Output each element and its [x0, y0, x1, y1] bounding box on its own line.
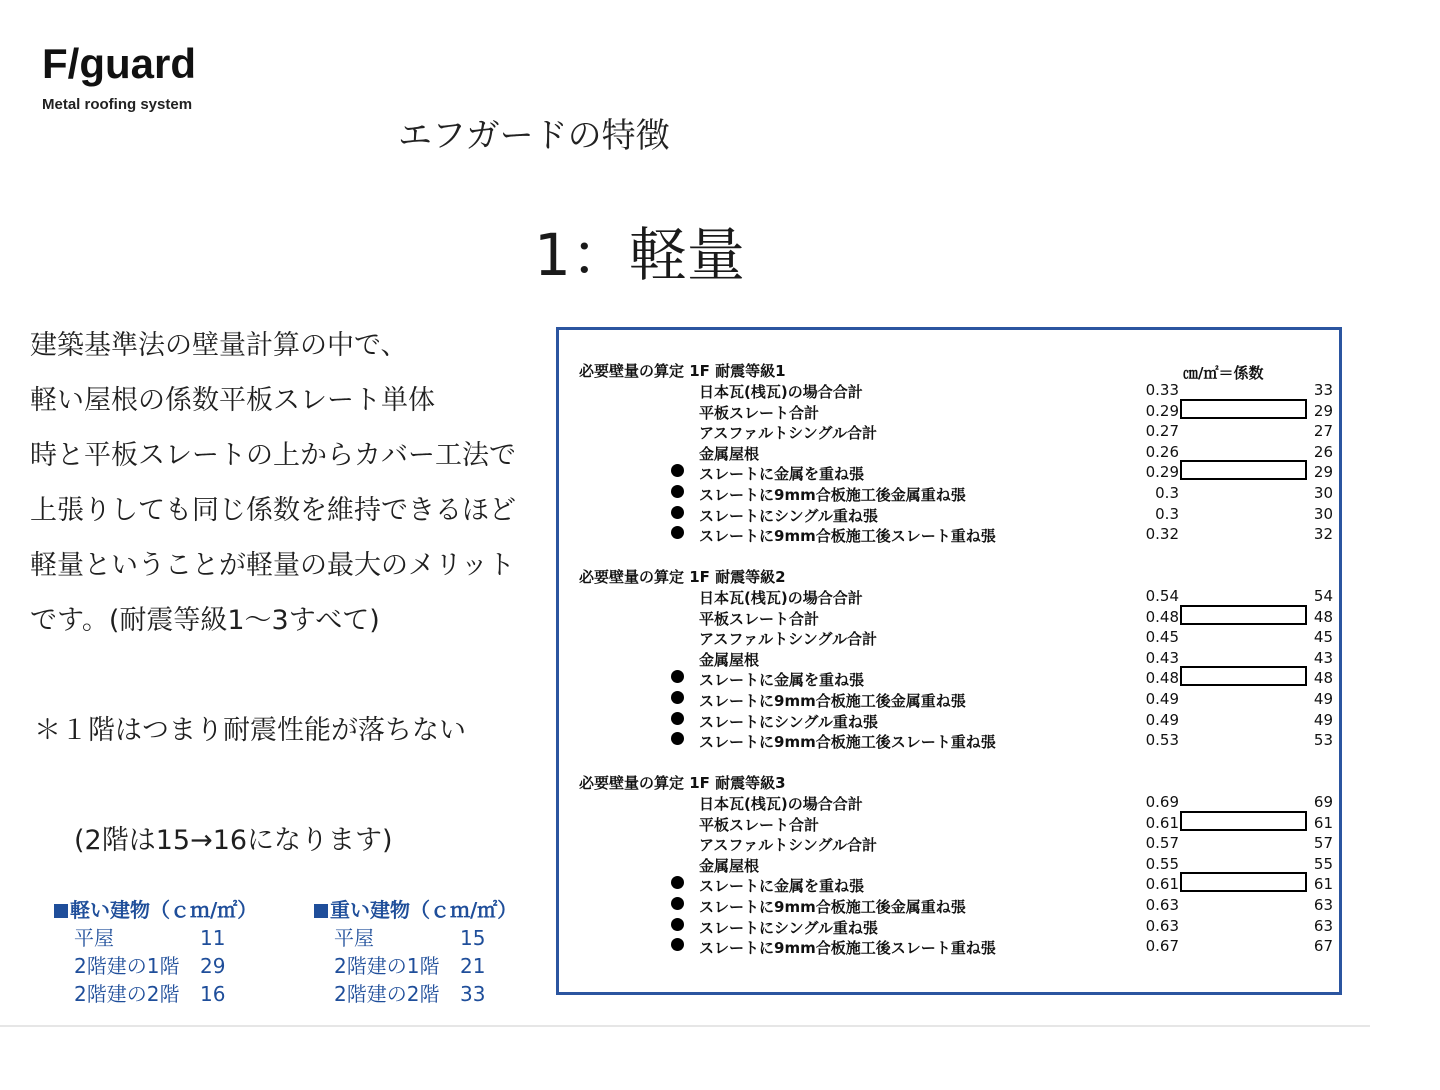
row-label: 平板スレート合計 — [699, 815, 820, 834]
footer-divider — [0, 1025, 1370, 1027]
bullet-icon — [671, 526, 684, 539]
row-value: 29 — [1313, 463, 1333, 482]
row-coefficient: 0.63 — [1145, 896, 1179, 914]
table-row — [559, 937, 1339, 957]
description-line: 時と平板スレートの上からカバー工法で — [30, 440, 516, 471]
row-label: 日本瓦(桟瓦)の場合合計 — [699, 589, 863, 607]
row-label: 金属屋根 — [699, 650, 760, 669]
heavy-building-title: 重い建物（ｃｍ/㎡） — [314, 896, 517, 924]
row-coefficient: 0.55 — [1145, 854, 1179, 873]
row-coefficient: 0.63 — [1145, 916, 1179, 935]
table-row — [559, 463, 1339, 483]
row-coefficient: 0.3 — [1155, 504, 1179, 523]
row-coefficient: 0.57 — [1145, 834, 1179, 853]
row-value: 53 — [1313, 731, 1333, 750]
row-value: 63 — [1313, 896, 1333, 914]
row-label: スレートに金属を重ね張 — [699, 671, 865, 690]
row-coefficient: 0.48 — [1145, 669, 1179, 688]
table-row — [559, 814, 1339, 834]
row-value: 63 — [1313, 916, 1333, 935]
table-row — [559, 525, 1339, 545]
wall-quantity-table — [556, 327, 1342, 995]
row-coefficient: 0.33 — [1145, 381, 1179, 399]
description-line: 軽量ということが軽量の最大のメリット — [30, 550, 515, 581]
list-item: 2階建の2階 33 — [334, 982, 486, 1006]
row-coefficient: 0.69 — [1145, 793, 1179, 811]
table-row — [559, 628, 1339, 648]
highlight-box — [1180, 460, 1307, 480]
row-label: アスファルトシングル合計 — [699, 630, 877, 649]
row-coefficient: 0.32 — [1145, 525, 1179, 544]
highlight-box — [1180, 811, 1307, 831]
square-bullet-icon — [314, 904, 328, 918]
bullet-icon — [671, 897, 684, 910]
row-value: 30 — [1313, 484, 1333, 502]
row-value: 33 — [1313, 381, 1333, 399]
row-coefficient: 0.67 — [1145, 937, 1179, 956]
row-label: スレートに9mm合板施工後金属重ね張 — [699, 898, 966, 916]
row-value: 55 — [1313, 854, 1333, 873]
bullet-icon — [671, 938, 684, 951]
page-subtitle: エフガードの特徴 — [398, 116, 670, 156]
row-value: 48 — [1313, 669, 1333, 688]
row-value: 49 — [1313, 710, 1333, 729]
row-label: スレートに金属を重ね張 — [699, 465, 865, 484]
list-item: 平屋 15 — [334, 926, 486, 950]
row-coefficient: 0.49 — [1145, 690, 1179, 708]
bullet-icon — [671, 876, 684, 889]
table-row — [559, 505, 1339, 525]
list-item: 2階建の2階 16 — [74, 982, 226, 1006]
table-row — [559, 484, 1339, 504]
row-value: 27 — [1313, 422, 1333, 441]
row-label: 平板スレート合計 — [699, 403, 820, 422]
table-row — [559, 875, 1339, 895]
table-row — [559, 731, 1339, 751]
row-value: 48 — [1313, 607, 1333, 626]
square-bullet-icon — [54, 904, 68, 918]
row-coefficient: 0.45 — [1145, 628, 1179, 647]
row-value: 54 — [1313, 587, 1333, 605]
row-value: 30 — [1313, 504, 1333, 523]
second-floor-note: (2階は15→16になります) — [74, 825, 393, 856]
row-label: 日本瓦(桟瓦)の場合合計 — [699, 795, 863, 813]
description-line: 建築基準法の壁量計算の中で、 — [30, 330, 408, 361]
row-label: スレートにシングル重ね張 — [699, 918, 878, 937]
table-row — [559, 896, 1339, 916]
seismic-note: ＊１階はつまり耐震性能が落ちない — [34, 715, 466, 746]
brand-logo: F/guard — [42, 40, 196, 87]
row-coefficient: 0.29 — [1145, 463, 1179, 482]
row-coefficient: 0.53 — [1145, 731, 1179, 750]
row-label: アスファルトシングル合計 — [699, 836, 877, 855]
light-building-title: 軽い建物（ｃｍ/㎡） — [54, 896, 257, 924]
bullet-icon — [671, 691, 684, 704]
row-coefficient: 0.49 — [1145, 710, 1179, 729]
row-coefficient: 0.29 — [1145, 401, 1179, 420]
row-label: 平板スレート合計 — [699, 609, 820, 628]
table-group-title: 必要壁量の算定 1F 耐震等級1 — [579, 362, 786, 380]
table-row — [559, 917, 1339, 937]
description-line: 軽い屋根の係数平板スレート単体 — [30, 385, 435, 416]
bullet-icon — [671, 485, 684, 498]
row-value: 32 — [1313, 525, 1333, 544]
description-line: です。(耐震等級1～3すべて) — [30, 605, 380, 636]
row-coefficient: 0.26 — [1145, 442, 1179, 461]
table-row — [559, 422, 1339, 442]
row-value: 49 — [1313, 690, 1333, 708]
table-row — [559, 690, 1339, 710]
table-row — [559, 669, 1339, 689]
description-line: 上張りしても同じ係数を維持できるほど — [30, 495, 516, 526]
table-row — [559, 608, 1339, 628]
heavy-building-list — [314, 896, 517, 1008]
bullet-icon — [671, 506, 684, 519]
row-value: 61 — [1313, 813, 1333, 832]
bullet-icon — [671, 712, 684, 725]
row-label: アスファルトシングル合計 — [699, 424, 877, 443]
row-label: スレートに9mm合板施工後スレート重ね張 — [699, 527, 996, 546]
description-text — [30, 318, 550, 648]
list-item: 平屋 11 — [74, 926, 226, 950]
row-coefficient: 0.3 — [1155, 484, 1179, 502]
row-label: スレートに9mm合板施工後スレート重ね張 — [699, 939, 996, 958]
table-group-title: 必要壁量の算定 1F 耐震等級3 — [579, 774, 786, 792]
row-coefficient: 0.54 — [1145, 587, 1179, 605]
light-building-list — [54, 896, 257, 1008]
row-value: 43 — [1313, 648, 1333, 667]
row-label: スレートに9mm合板施工後金属重ね張 — [699, 486, 966, 504]
list-item: 2階建の1階 21 — [334, 954, 486, 978]
row-value: 61 — [1313, 875, 1333, 894]
row-value: 45 — [1313, 628, 1333, 647]
row-label: スレートに9mm合板施工後スレート重ね張 — [699, 733, 996, 752]
row-coefficient: 0.43 — [1145, 648, 1179, 667]
row-label: スレートにシングル重ね張 — [699, 506, 878, 525]
row-coefficient: 0.27 — [1145, 422, 1179, 441]
bullet-icon — [671, 918, 684, 931]
highlight-box — [1180, 666, 1307, 686]
row-label: 金属屋根 — [699, 444, 760, 463]
brand-tagline: Metal roofing system — [42, 96, 193, 113]
row-coefficient: 0.48 — [1145, 607, 1179, 626]
highlight-box — [1180, 872, 1307, 892]
row-label: スレートにシングル重ね張 — [699, 712, 878, 731]
table-group-title: 必要壁量の算定 1F 耐震等級2 — [579, 568, 786, 586]
list-item: 2階建の1階 29 — [74, 954, 226, 978]
row-coefficient: 0.61 — [1145, 813, 1179, 832]
table-row — [559, 402, 1339, 422]
table-row — [559, 711, 1339, 731]
row-value: 29 — [1313, 401, 1333, 420]
highlight-box — [1180, 399, 1307, 419]
row-value: 67 — [1313, 937, 1333, 956]
page-title: 1：軽量 — [534, 221, 745, 289]
row-coefficient: 0.61 — [1145, 875, 1179, 894]
row-value: 57 — [1313, 834, 1333, 853]
row-label: スレートに9mm合板施工後金属重ね張 — [699, 692, 966, 710]
bullet-icon — [671, 732, 684, 745]
bullet-icon — [671, 464, 684, 477]
bullet-icon — [671, 670, 684, 683]
row-value: 26 — [1313, 442, 1333, 461]
row-value: 69 — [1313, 793, 1333, 811]
row-label: 金属屋根 — [699, 856, 760, 875]
highlight-box — [1180, 605, 1307, 625]
column-header: ㎝/㎡＝係数 — [1183, 364, 1264, 382]
table-row — [559, 834, 1339, 854]
row-label: スレートに金属を重ね張 — [699, 877, 865, 896]
row-label: 日本瓦(桟瓦)の場合合計 — [699, 383, 863, 401]
